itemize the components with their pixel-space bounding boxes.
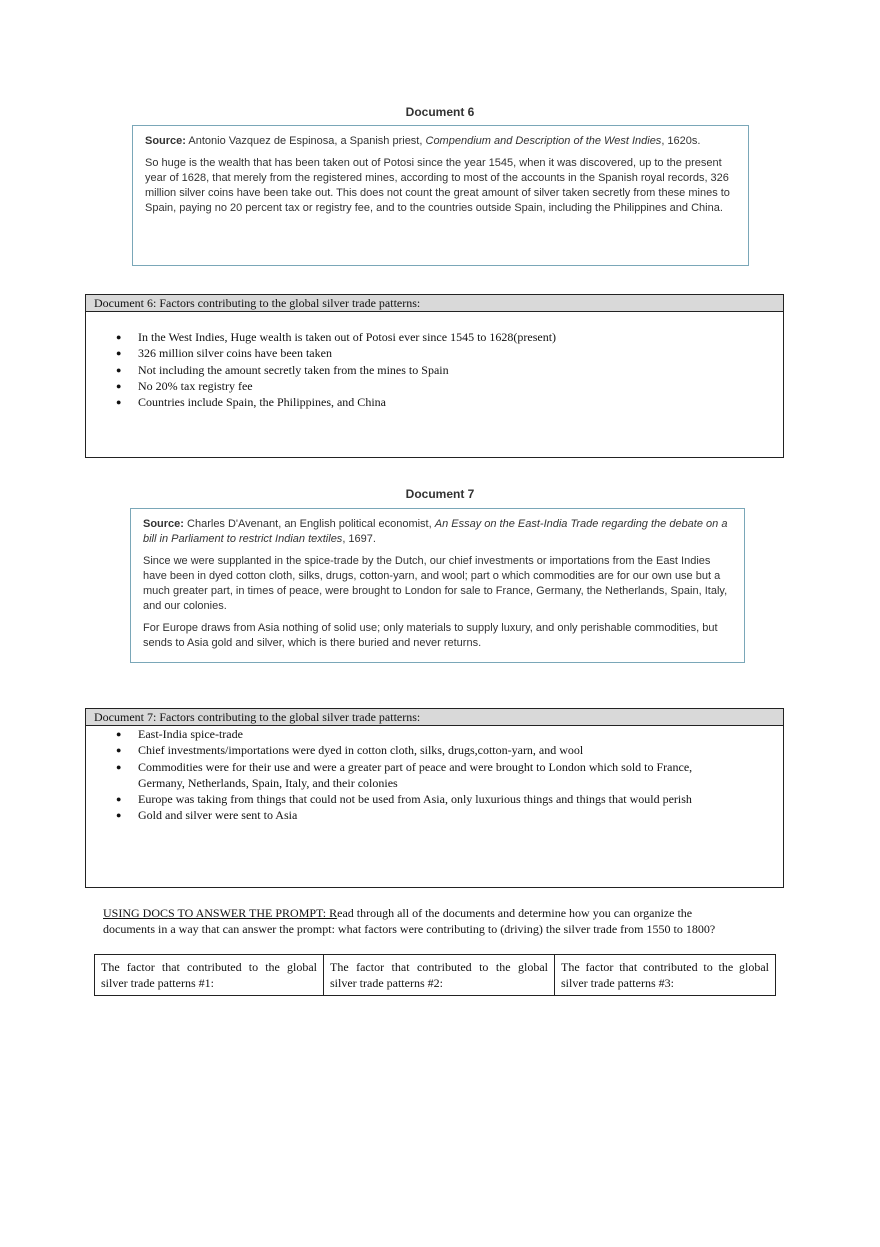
prompt-instructions xyxy=(103,905,733,937)
list-item: ● East-India spice-trade xyxy=(116,726,723,742)
doc6-body: So huge is the wealth that has been taken out of Potosi since the year 1545, when it was discovered, up to the present year of 1628, that merely from the registered mines, according to most of the accounts in the Spanish royal records, 326 million silver coins have been take out. This does not count the great amount of silver taken secretly from these mines to Spain, paying no 20 percent tax or registry fee, and to the countries outside Spain, including the Philippines and China. xyxy=(145,157,730,214)
doc6-source-label: Source: xyxy=(145,135,186,147)
list-item: ● In the West Indies, Huge wealth is taken out of Potosi ever since 1545 to 1628(present) xyxy=(116,329,723,345)
doc7-source-text: Charles D'Avenant, an English political economist, xyxy=(187,518,432,530)
doc7-notes-box xyxy=(85,708,784,888)
list-item: ● Chief investments/importations were dyed in cotton cloth, silks, drugs,cotton-yarn, and wool xyxy=(116,742,723,758)
doc6-heading: Document 6 xyxy=(405,105,475,119)
prompt-underlined: USING DOCS TO ANSWER THE PROMPT: R xyxy=(103,906,338,920)
prompt-rest: ead through all of the documents and determine how you can organize the documents in a way that can answer the prompt: what factors were contributing to (driving) the silver trade from 1550 to 1800? xyxy=(103,906,716,936)
list-item: ● Commodities were for their use and were a greater part of peace and were brought to London which sold to France, Germany, Netherlands, Spain, Italy, and their colonies xyxy=(116,759,723,792)
doc7-body-1: Since we were supplanted in the spice-trade by the Dutch, our chief investments or importations from the East Indies have been in dyed cotton cloth, silks, drugs, cotton-yarn, and wool; part o which commodities are for our own use but a much greater part, in times of peace, were brought to London for sale to France, Germany, the Netherlands, Spain, Italy, and our colonies. xyxy=(143,555,728,612)
list-item: ● Not including the amount secretly taken from the mines to Spain xyxy=(116,362,723,378)
list-item: ● Countries include Spain, the Philippines, and China xyxy=(116,394,723,410)
doc6-notes-header: Document 6: Factors contributing to the global silver trade patterns: xyxy=(86,295,783,312)
doc6-source-title: Compendium and Description of the West Indies xyxy=(425,135,662,147)
doc7-heading: Document 7 xyxy=(405,487,475,501)
doc7-source-title: An Essay on the East-India Trade regarding the debate on a bill in Parliament to restrict Indian textiles xyxy=(143,518,728,545)
list-item: ● Gold and silver were sent to Asia xyxy=(116,807,723,823)
doc7-source-date: , 1697. xyxy=(342,533,376,545)
doc6-notes-list xyxy=(86,329,783,410)
doc7-notes-list xyxy=(86,726,783,824)
doc7-source-label: Source: xyxy=(143,518,184,530)
doc7-source-line xyxy=(143,517,732,547)
factor-table xyxy=(94,954,776,996)
doc6-source-text: Antonio Vazquez de Espinosa, a Spanish priest, xyxy=(188,135,423,147)
doc6-source-box xyxy=(132,125,749,266)
doc6-notes-box xyxy=(85,294,784,458)
list-item: ● Europe was taking from things that could not be used from Asia, only luxurious things and things that would perish xyxy=(116,791,723,807)
doc7-notes-header: Document 7: Factors contributing to the global silver trade patterns: xyxy=(86,709,783,726)
list-item: ● No 20% tax registry fee xyxy=(116,378,723,394)
doc7-source-box xyxy=(130,508,745,663)
factor-cell-2[interactable]: The factor that contributed to the global silver trade patterns #2: xyxy=(323,955,554,995)
list-item: ● 326 million silver coins have been taken xyxy=(116,345,723,361)
doc6-source-date: , 1620s. xyxy=(661,135,701,147)
factor-cell-1[interactable]: The factor that contributed to the global silver trade patterns #1: xyxy=(101,960,317,990)
factor-cell-3[interactable]: The factor that contributed to the global silver trade patterns #3: xyxy=(554,955,775,995)
doc7-body-2: For Europe draws from Asia nothing of solid use; only materials to supply luxury, and only perishable commodities, but sends to Asia gold and silver, which is there buried and never returns. xyxy=(143,622,718,649)
doc6-source-line xyxy=(145,134,736,149)
